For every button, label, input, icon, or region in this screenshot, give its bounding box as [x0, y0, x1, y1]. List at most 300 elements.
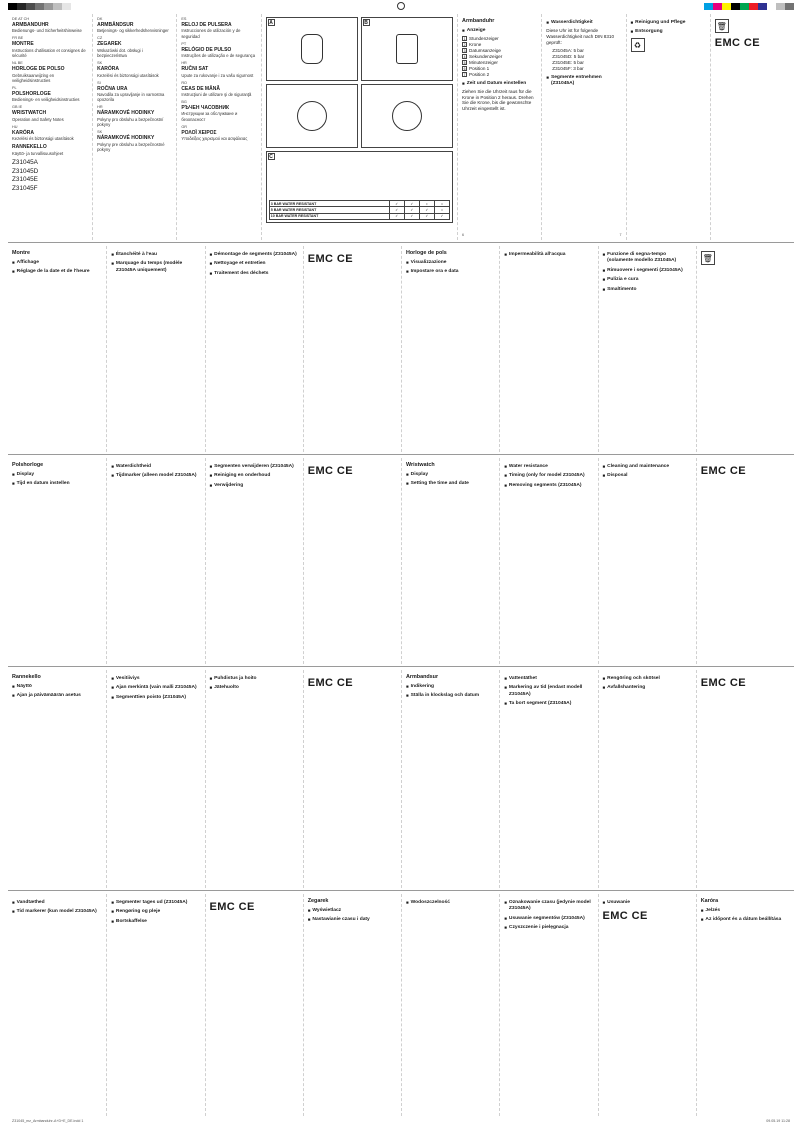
bullet-icon: ■ [504, 685, 507, 691]
heading [12, 472, 102, 478]
heading [603, 676, 692, 682]
panel-nl-4 [303, 458, 401, 664]
bullet-icon: ■ [12, 260, 15, 266]
heading-text: Zeit und Datum einstellen [466, 80, 527, 86]
body-text: Diese Uhr ist für folgende Wasserdichtigkeit nach DIN 8310 geprüft: [546, 27, 615, 45]
panel-fr-4 [303, 246, 401, 452]
heading-text: Wodoszczelność [410, 900, 450, 905]
panel-se-2 [499, 670, 597, 888]
recycle-icon: ♻ [631, 38, 645, 52]
heading [111, 695, 200, 701]
model-rating: Z31045A: 5 bar [552, 47, 584, 53]
panel-fi-1 [8, 670, 106, 888]
heading [111, 919, 200, 925]
panel-pl-3 [499, 894, 597, 1116]
heading-text: Ta bort segment (Z31045A) [508, 701, 572, 707]
emc-ce-mark: EMC CE [307, 677, 353, 689]
watch-illustration [392, 101, 422, 131]
bullet-icon: ■ [602, 900, 606, 905]
bullet-icon: ■ [406, 472, 409, 478]
country-code: DE AT CH [12, 17, 30, 21]
heading [406, 900, 495, 906]
table-cell: • [434, 201, 449, 207]
heading [210, 676, 299, 682]
heading-text: Avfallshantering [607, 685, 646, 691]
bullet-icon: ■ [462, 80, 465, 86]
lang-title: HORLOGE DE POLSO [12, 66, 65, 73]
emc-ce-mark: EMC CE [307, 465, 353, 477]
model-list [12, 159, 88, 194]
lang-block [97, 36, 172, 58]
heading [504, 252, 593, 258]
bullet-icon: ■ [406, 684, 409, 690]
lang-block [181, 61, 256, 78]
heading-text: Segmenten verwijderen (Z31045A) [214, 464, 294, 469]
legend-label: Sekundenzeiger [469, 53, 503, 59]
heading [12, 481, 102, 487]
panel-se-1 [401, 670, 499, 888]
panel-nl-3 [205, 458, 303, 664]
lang-block [97, 130, 172, 152]
lang-block [181, 81, 256, 98]
panel-cover-languages-2 [92, 14, 176, 240]
bullet-icon: ■ [504, 676, 507, 681]
country-code: DK [97, 17, 103, 21]
lang-block [12, 86, 88, 103]
bullet-icon: ■ [700, 908, 704, 914]
lang-subtitle: Operation and Safety Notes [12, 116, 64, 122]
table-row [269, 213, 450, 219]
figure-label: C [269, 154, 273, 160]
panel-hu-1 [696, 894, 794, 1116]
model-number: Z31045F [12, 185, 38, 193]
heading-text: Funzione di segna-tempo (solamente modello Z31045A) [607, 252, 677, 264]
country-code: BG [181, 99, 187, 104]
heading [308, 908, 397, 914]
lang-block [181, 100, 256, 122]
heading-text: Tijdmarker (alleen model Z31045A) [115, 473, 197, 479]
panel-nl-1 [8, 458, 106, 664]
heading-text: Timing (only for model Z31045A) [508, 473, 585, 479]
heading [111, 909, 200, 915]
heading-text: Visualizzazione [410, 260, 447, 266]
lang-subtitle: Wskazówki dot. obsługi i bezpieczeństwa [97, 47, 143, 59]
row-4 [8, 670, 794, 888]
country-code: ES [181, 17, 187, 21]
color-swatch [749, 3, 758, 10]
color-swatch [53, 3, 62, 10]
heading-text: Setting the time and date [410, 481, 469, 487]
emc-ce-mark: EMC CE [602, 910, 648, 923]
bullet-icon: ■ [504, 701, 507, 707]
bullet-icon: ■ [111, 918, 114, 924]
heading [308, 917, 397, 923]
heading-text: Segmente entnehmen (Z31045A) [550, 74, 602, 87]
emc-ce-mark: EMC CE [714, 37, 760, 49]
heading-text: Wyświetlacz [312, 908, 342, 914]
bullet-icon: ■ [12, 481, 15, 487]
legend-item [462, 72, 537, 78]
legend-label: Minutenzeiger [469, 59, 498, 65]
heading-text: Bortskaffelse [115, 918, 147, 924]
heading [504, 676, 593, 682]
legend-number: 5 [463, 60, 466, 65]
heading-text: Az időpont és a dátum beállítása [705, 917, 782, 923]
lang-title: RANNEKELLO [12, 144, 47, 151]
panel-it-1 [401, 246, 499, 452]
heading-text: Démontage de segments (Z31045A) [214, 252, 297, 257]
body-text: Ziehen Sie die Uhrzeit raus für die Krone in Position 2 heraus. Drehen Sie die Krone, bis die gewünschte Uhrzeit eingestellt ist. [462, 88, 534, 112]
legend-label: Datumsanzeige [469, 47, 501, 53]
heading-text: Traitement des déchets [214, 270, 269, 276]
registration-bar-left [8, 3, 80, 10]
lang-block [12, 105, 88, 122]
heading [603, 287, 692, 293]
heading [406, 269, 495, 275]
heading-text: Removing segments (Z31045A) [508, 482, 582, 488]
heading [504, 483, 593, 489]
panel-pl-1 [303, 894, 401, 1116]
lang-title: KARÓRA [12, 129, 34, 136]
heading-text: Indikering [410, 684, 435, 690]
heading-text: Reinigung und Pflege [635, 20, 686, 25]
bullet-icon: ■ [406, 269, 409, 275]
heading-text: Rimuovere i segmenti (Z31045A) [607, 267, 683, 273]
heading-reinigung [631, 20, 706, 26]
color-swatch [785, 3, 794, 10]
model-rating: Z31045E: 5 bar [552, 59, 584, 65]
heading [406, 481, 495, 487]
heading-text: Usuwanie segmentów (Z31045A) [508, 915, 585, 921]
lang-title: ARMBÅNDSUR [97, 21, 134, 28]
lang-subtitle: Betjenings- og sikkerhedshenvisninger [97, 28, 169, 34]
country-code: HR [181, 61, 187, 66]
emc-ce-mark: EMC CE [209, 901, 255, 913]
lang-block [12, 61, 88, 83]
legend-list [462, 36, 537, 78]
lang-block [12, 17, 88, 34]
model-number: Z31045D [12, 167, 39, 175]
panel-nl-2 [106, 458, 204, 664]
heading [406, 684, 495, 690]
panel-dk-4 [205, 894, 303, 1116]
bullet-icon: ■ [700, 917, 704, 923]
bullet-icon: ■ [602, 277, 606, 283]
table-cell: 5 BAR WATER RESISTANT [269, 207, 389, 213]
registration-bar-right [704, 3, 794, 10]
legend-label: Krone [469, 41, 482, 47]
bullet-icon: ■ [602, 685, 606, 691]
heading [504, 685, 593, 698]
panel-dk-2 [8, 894, 106, 1116]
table-cell: ✓ [404, 201, 419, 207]
bullet-icon: ■ [602, 252, 606, 257]
color-swatch [35, 3, 44, 10]
heading [406, 693, 495, 699]
heading-text: Tijd en datum instellen [16, 481, 70, 487]
lang-block [97, 105, 172, 127]
bullet-icon: ■ [602, 676, 606, 681]
heading-text: Puhdistus ja hoito [214, 676, 257, 681]
country-code: PL [12, 86, 17, 91]
heading [504, 701, 593, 707]
heading-text: Jelzés [705, 908, 721, 914]
section-title: Montre [12, 250, 30, 256]
model-rating: Z31045F: 3 bar [552, 65, 584, 71]
row-separator [8, 454, 794, 455]
color-swatch [740, 3, 749, 10]
panel-pl-2 [401, 894, 499, 1116]
bullet-icon: ■ [630, 29, 634, 35]
heading-text: Näyttö [16, 684, 32, 690]
emc-ce-mark: EMC CE [700, 465, 746, 477]
heading [210, 271, 299, 277]
bullet-icon: ■ [406, 693, 409, 699]
bullet-icon: ■ [209, 270, 213, 276]
legend-number: 4 [463, 54, 466, 59]
heading-text: Cleaning and maintenance [607, 464, 670, 469]
bullet-icon: ■ [111, 676, 114, 681]
heading-entsorgung [631, 29, 706, 35]
bullet-icon: ■ [602, 473, 606, 479]
heading [603, 900, 692, 906]
heading-text: Rengöring och skötsel [607, 676, 660, 681]
lang-title: WRISTWATCH [12, 110, 47, 117]
row-1 [8, 14, 794, 240]
panel-de-3 [626, 14, 710, 240]
bullet-icon: ■ [209, 676, 213, 681]
panel-dk-1 [696, 670, 794, 888]
lang-subtitle: Pokyny pre obsluhu a bezpečnostné pokyny [97, 141, 165, 153]
emc-ce-mark: EMC CE [307, 253, 353, 265]
lang-block [97, 81, 172, 103]
heading [603, 464, 692, 470]
heading [111, 676, 200, 682]
heading [701, 917, 790, 923]
watch-illustration [396, 34, 418, 64]
heading-text: Markering av tid (endast modell Z31045A) [508, 685, 583, 697]
heading-text: Impermeabilità all'acqua [508, 252, 566, 257]
heading-segment [546, 75, 621, 88]
heading [504, 925, 593, 931]
bullet-icon: ■ [602, 464, 606, 469]
heading-text: Marquage du temps (modèle Z31045A uniquement) [115, 261, 183, 273]
heading-text: Entsorgung [635, 29, 663, 35]
lang-subtitle: Pokyny pro obsluhu a bezpečnostní pokyny [97, 116, 164, 128]
heading-text: Ajan ja päivämäärän asetus [16, 693, 81, 699]
heading [603, 473, 692, 479]
heading [603, 268, 692, 274]
row-separator [8, 890, 794, 891]
row-5 [8, 894, 794, 1116]
panel-figures [261, 14, 458, 240]
panel-gb-2 [499, 458, 597, 664]
lang-subtitle: Instrucciones de utilización y de seguridad [181, 28, 241, 39]
country-code: HU [12, 124, 18, 129]
legend-number: 2 [463, 42, 466, 47]
table-cell: ✓ [389, 213, 404, 219]
heading-text: Impostare ora e data [410, 269, 459, 275]
water-resistance-table [269, 200, 451, 220]
bullet-icon: ■ [12, 269, 15, 275]
heading [504, 464, 593, 470]
heading-text: Wasserdichtigkeit [550, 20, 593, 25]
heading [210, 473, 299, 479]
heading-text: Ajan merkintä (vain malli Z31045A) [115, 685, 197, 691]
bullet-icon: ■ [12, 684, 15, 690]
lang-subtitle: Gebruiksaanwijzing en veiligheidsinstructies [12, 72, 55, 84]
instruction-sheet [8, 14, 794, 1124]
page-number: 7 [619, 233, 622, 238]
row-2 [8, 246, 794, 452]
lang-title: NÁRAMKOVÉ HODINKY [97, 110, 155, 117]
heading-text: Nastawianie czasu i daty [312, 917, 370, 923]
legend-number: 3 [463, 48, 466, 53]
heading-text: Smaltimento [607, 286, 637, 292]
lang-title: ARMBANDUHR [12, 21, 49, 28]
heading-text: Rengøring og pleje [115, 909, 161, 915]
heading-text: Étanchéité à l'eau [115, 252, 158, 257]
heading-text: Jätehuolto [214, 685, 239, 691]
panel-se-3 [598, 670, 696, 888]
color-swatch [704, 3, 713, 10]
crossed-bin-icon: 🗑 [715, 19, 729, 33]
heading [111, 685, 200, 691]
heading [111, 473, 200, 479]
heading-wasser [546, 20, 621, 26]
color-swatch [731, 3, 740, 10]
lang-subtitle: Bedienings- en veiligheidsinstructies [12, 97, 80, 103]
figure-label: B [364, 20, 368, 26]
lang-title: ROČNA URA [97, 85, 128, 92]
figure-a [266, 17, 358, 81]
crop-mark-top [397, 2, 405, 10]
lang-subtitle: Kezelési és biztonsági utasítások [12, 136, 74, 142]
heading [210, 252, 299, 258]
recycling-note [631, 38, 706, 52]
bullet-icon: ■ [111, 473, 114, 479]
table-cell: ✓ [404, 213, 419, 219]
figure-c [266, 151, 454, 223]
table-cell: 3 BAR WATER RESISTANT [269, 201, 389, 207]
bullet-icon: ■ [209, 685, 213, 691]
heading-text: Waterdichtheid [115, 464, 152, 469]
section-title: Karóra [700, 898, 719, 904]
lang-title: POLSHORLOGE [12, 90, 51, 97]
country-code: PT [181, 41, 187, 46]
lang-title: NÁRAMKOVÉ HODINKY [97, 135, 155, 142]
panel-fr-3 [205, 246, 303, 452]
heading [210, 685, 299, 691]
bullet-icon: ■ [546, 20, 549, 25]
heading [210, 261, 299, 267]
bullet-icon: ■ [12, 909, 15, 915]
heading-text: Pulizia e cura [607, 277, 639, 283]
legend-number: 7 [463, 72, 466, 77]
bullet-icon: ■ [602, 286, 606, 292]
panel-de-4 [710, 14, 794, 240]
heading-text: Disposal [607, 473, 628, 479]
bullet-icon: ■ [12, 900, 15, 905]
figure-a2 [266, 84, 358, 148]
section-title: Zegarek [307, 898, 329, 904]
lang-block [181, 17, 256, 39]
lang-title: RUČNI SAT [181, 66, 209, 73]
panel-de-2 [541, 14, 625, 240]
bullet-icon: ■ [209, 473, 213, 479]
table-cell: ✓ [419, 207, 434, 213]
country-code: RO [181, 80, 188, 85]
table-cell: • [434, 207, 449, 213]
model-number: Z31045A [12, 159, 38, 167]
bullet-icon: ■ [630, 20, 634, 25]
lang-block [181, 125, 256, 142]
lang-subtitle: Navodila za upravljanje in varnostna opozorila [97, 92, 165, 103]
bullet-icon: ■ [209, 482, 213, 488]
row-separator [8, 666, 794, 667]
print-footer [8, 1119, 794, 1124]
bullet-icon: ■ [111, 900, 114, 905]
panel-gb-1 [401, 458, 499, 664]
bullet-icon: ■ [504, 464, 507, 469]
bullet-icon: ■ [111, 694, 114, 700]
heading [210, 483, 299, 489]
lang-title: RELOJ DE PULSERA [181, 21, 232, 28]
lang-subtitle: Instrucţiuni de utilizare şi de siguranţă [181, 92, 252, 97]
figure-b2 [361, 84, 453, 148]
watch-illustration [297, 101, 327, 131]
bullet-icon: ■ [307, 908, 311, 914]
panel-gb-3 [598, 458, 696, 664]
figure-label: A [269, 20, 273, 26]
bullet-icon: ■ [462, 28, 465, 34]
heading-text: Anzeige [466, 28, 486, 34]
bin-note [701, 251, 790, 265]
heading [210, 464, 299, 470]
row-separator [8, 242, 794, 243]
heading-text: Display [16, 472, 35, 478]
color-swatch [17, 3, 26, 10]
lang-block-fi [12, 144, 88, 156]
heading [111, 252, 200, 258]
bin-note [715, 19, 790, 33]
panel-fi-3 [205, 670, 303, 888]
heading [603, 252, 692, 265]
section-title: Polshorloge [12, 462, 44, 468]
lang-block [12, 125, 88, 142]
lang-subtitle: Инструкции за обслужване и безопасност [181, 111, 238, 122]
lang-title: ΡΟΛΟΪ ΧΕΙΡΟΣ [181, 129, 217, 136]
bullet-icon: ■ [209, 464, 213, 469]
file-name: Z31045_mz_Armbanduhr-A+D+E_DE.indd 1 [12, 1119, 84, 1124]
heading-text: Ställa in klockslag och datum [410, 693, 480, 699]
country-code: SI [97, 80, 101, 85]
color-swatch [26, 3, 35, 10]
section-title: Armbanduhr [462, 18, 495, 24]
section-title: Horloge de pols [406, 250, 447, 256]
table-cell: 10 BAR WATER RESISTANT [269, 213, 389, 219]
color-swatch [776, 3, 785, 10]
legend-number: 6 [463, 66, 466, 71]
page-number: 6 [462, 233, 465, 238]
print-date: 09.05.19 11:28 [766, 1119, 790, 1124]
bullet-icon: ■ [111, 685, 114, 691]
panel-pl-4 [598, 894, 696, 1116]
lang-subtitle: Käyttö- ja turvallisuusohjeet [12, 150, 64, 156]
color-swatch [62, 3, 71, 10]
color-swatch [8, 3, 17, 10]
panel-fi-4 [303, 670, 401, 888]
